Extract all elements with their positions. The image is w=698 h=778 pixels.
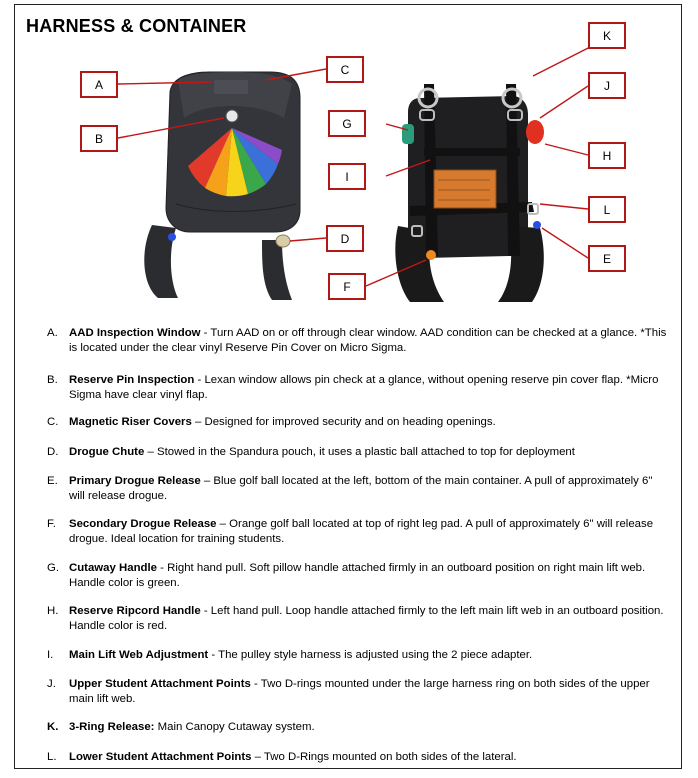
callout-e: E — [588, 245, 626, 272]
legend-name: Reserve Ripcord Handle — [69, 605, 201, 617]
legend-desc: – Designed for improved security and on heading openings. — [191, 416, 496, 428]
legend-name: Secondary Drogue Release — [69, 518, 217, 530]
legend-desc: Main Canopy Cutaway system. — [154, 721, 315, 733]
legend-desc: - The pulley style harness is adjusted using the 2 piece adapter. — [208, 649, 533, 661]
callout-a: A — [80, 71, 118, 98]
legend-name: Primary Drogue Release — [69, 475, 201, 487]
legend-text — [69, 561, 669, 591]
legend-name: Drogue Chute — [69, 446, 145, 458]
callout-g: G — [328, 110, 366, 137]
legend-text — [69, 445, 669, 460]
legend-name: Main Lift Web Adjustment — [69, 649, 209, 661]
callout-c: C — [326, 56, 364, 83]
legend-desc: – Two D-Rings mounted on both sides of the lateral. — [251, 751, 517, 763]
legend-letter: H. — [47, 605, 59, 617]
callout-h: H — [588, 142, 626, 169]
secondary-drogue-release-orange — [426, 250, 436, 260]
cutaway-handle-green — [402, 124, 414, 144]
logo-patch — [214, 80, 248, 94]
drogue-ball-blue — [168, 233, 176, 241]
legend-desc: - Right hand pull. Soft pillow handle attached firmly in an outboard position on right main lift web. Handle color is green. — [69, 562, 646, 589]
legend-text — [69, 474, 669, 504]
callout-k: K — [588, 22, 626, 49]
legend-desc: – Orange golf ball located at top of right leg pad. A pull of approximately 6" will release drogue. Ideal location for training students. — [69, 518, 654, 545]
callout-d: D — [326, 225, 364, 252]
legend-letter: E. — [47, 475, 58, 487]
legend-letter: A. — [47, 327, 58, 339]
callout-b: B — [80, 125, 118, 152]
legend-text — [69, 604, 669, 634]
legend-name: Upper Student Attachment Points — [69, 678, 251, 690]
legend-text — [69, 720, 669, 735]
callout-f: F — [328, 273, 366, 300]
legend-name: Cutaway Handle — [69, 562, 157, 574]
reserve-handle-red — [526, 120, 544, 144]
legend-letter: G. — [47, 562, 60, 574]
legend-text — [69, 373, 669, 403]
legend-name: Reserve Pin Inspection — [69, 374, 195, 386]
legend-desc: – Stowed in the Spandura pouch, it uses a plastic ball attached to top for deployment — [144, 446, 575, 458]
page-title: HARNESS & CONTAINER — [26, 16, 247, 36]
chest-strap — [424, 148, 520, 156]
legend-text — [69, 415, 669, 430]
drogue-chute-handle — [276, 235, 290, 247]
callout-l: L — [588, 196, 626, 223]
legend-desc: - Turn AAD on or off through clear window. AAD condition can be checked at a glance. *This is located under the clear vinyl Reserve Pin Cover on Micro Sigma. — [69, 327, 667, 354]
legend-letter: K. — [47, 721, 59, 733]
legend-text — [69, 677, 669, 707]
legend-letter: D. — [47, 446, 59, 458]
harness-illustration — [395, 84, 544, 302]
reserve-pin-window — [226, 110, 238, 122]
legend-desc: - Two D-rings mounted under the large harness ring on both sides of the upper main lift web. — [69, 678, 650, 705]
legend-text — [69, 648, 669, 663]
callout-i: I — [328, 163, 366, 190]
legend-desc: - Lexan window allows pin check at a glance, without opening reserve pin cover flap. *Micro Sigma have clear vinyl flap. — [69, 374, 659, 401]
legend-letter: I. — [47, 649, 54, 661]
primary-drogue-release-blue — [533, 221, 541, 229]
legend-text — [69, 326, 669, 356]
legend-letter: J. — [47, 678, 56, 690]
data-card — [434, 170, 496, 208]
legend-letter: C. — [47, 416, 59, 428]
legend-letter: B. — [47, 374, 58, 386]
right-leg-strap — [262, 240, 292, 300]
legend-name: Magnetic Riser Covers — [69, 416, 192, 428]
legend-letter: L. — [47, 751, 57, 763]
legend-letter: F. — [47, 518, 56, 530]
legend-name: Lower Student Attachment Points — [69, 751, 252, 763]
legend-text — [69, 750, 669, 765]
legend-name: 3-Ring Release: — [69, 721, 155, 733]
legend-desc: - Left hand pull. Loop handle attached firmly to the left main lift web in an outboard position. Handle color is red. — [69, 605, 664, 632]
callout-j: J — [588, 72, 626, 99]
legend-name: AAD Inspection Window — [69, 327, 201, 339]
legend-desc: – Blue golf ball located at the left, bottom of the main container. A pull of approximately 6" will release drogue. — [69, 475, 653, 502]
legend-text — [69, 517, 669, 547]
container-illustration — [144, 72, 300, 300]
